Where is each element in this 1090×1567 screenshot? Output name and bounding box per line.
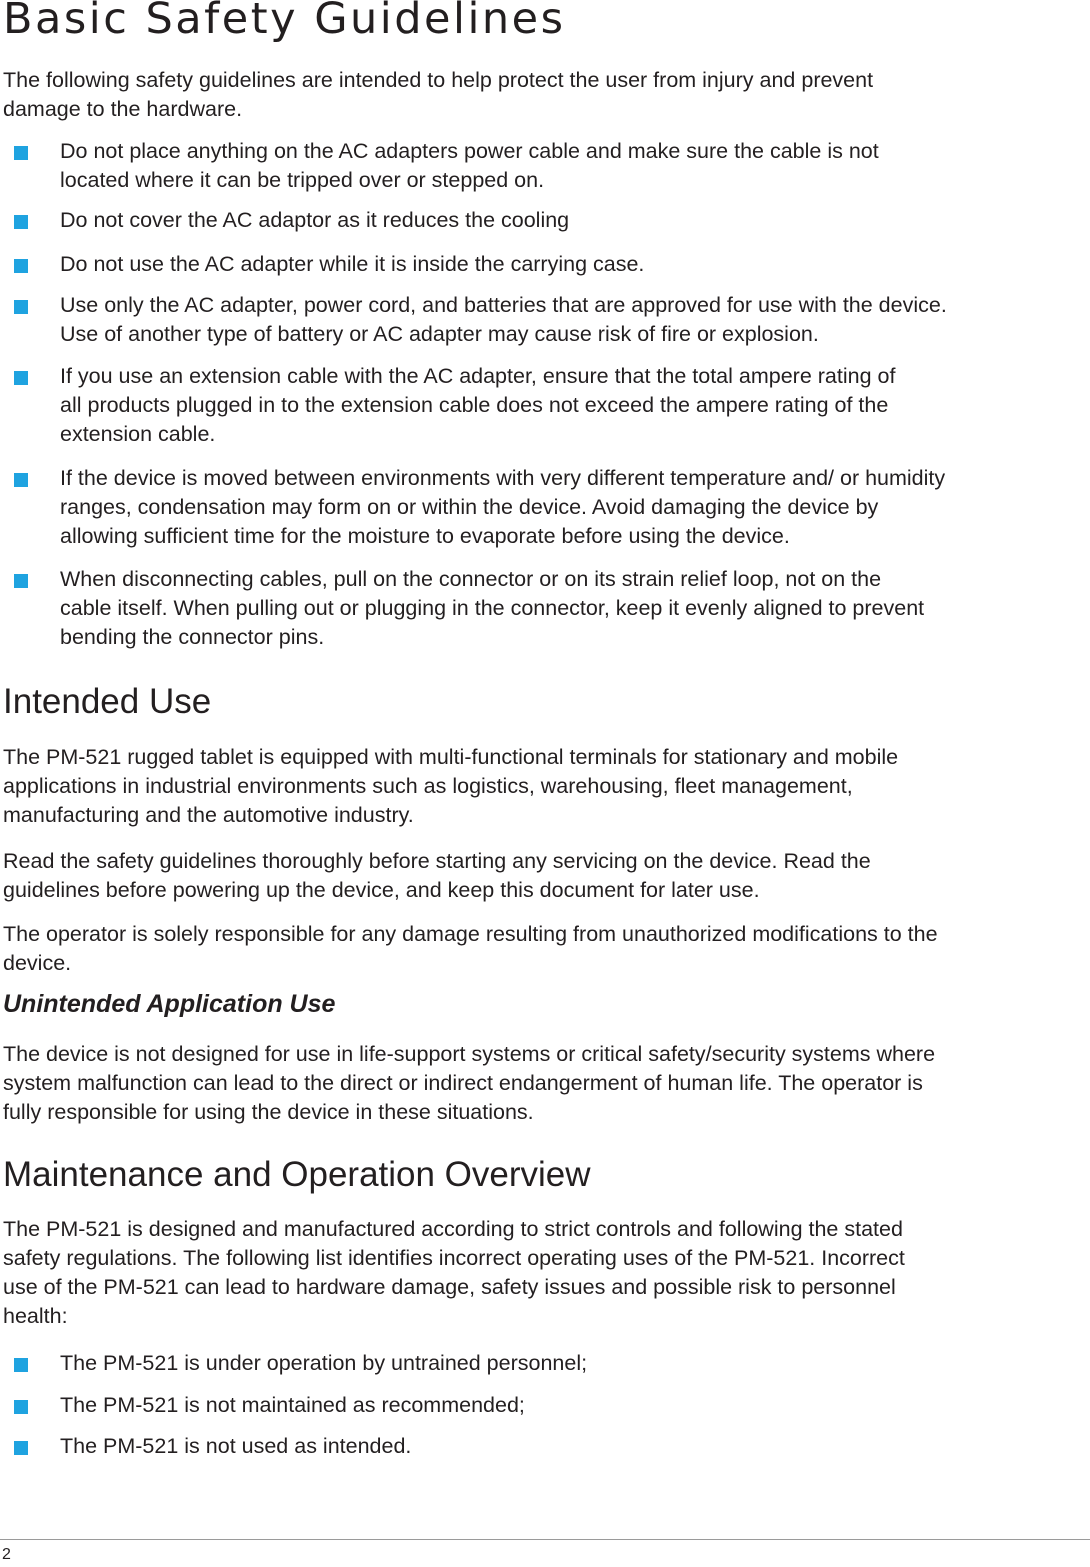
bullet-square-icon xyxy=(14,259,28,273)
bullet-square-icon xyxy=(14,574,28,588)
maintenance-heading: Maintenance and Operation Overview xyxy=(3,1155,591,1194)
intro-paragraph: The following safety guidelines are intended to help protect the user from injury and prevent damage to the hardware. xyxy=(3,68,874,121)
bullet-square-icon xyxy=(14,473,28,487)
intended-use-paragraph-2: Read the safety guidelines thoroughly before starting any servicing on the device. Read the guidelines before powering up the device, and keep this document for later use. xyxy=(3,849,871,902)
intended-use-heading: Intended Use xyxy=(3,682,212,721)
intended-use-paragraph-3: The operator is solely responsible for any damage resulting from unauthorized modifications to the device. xyxy=(3,922,938,975)
page-title: Basic Safety Guidelines xyxy=(3,0,566,44)
bullet-square-icon xyxy=(14,1441,28,1455)
footer-divider xyxy=(0,1539,1090,1540)
maintenance-paragraph: The PM-521 is designed and manufactured according to strict controls and following the stated safety regulations. The following list identifies incorrect operating uses of the PM-521. Incorrect use of the PM-521 can lead to hardware damage, safety issues and possible risk to personnel health: xyxy=(3,1217,905,1328)
unintended-use-paragraph: The device is not designed for use in life-support systems or critical safety/security systems where system malfunction can lead to the direct or indirect endangerment of human life. The operator is fully responsible for using the device in these situations. xyxy=(3,1042,936,1124)
bullet-square-icon xyxy=(14,1400,28,1414)
unintended-use-heading: Unintended Application Use xyxy=(3,990,336,1018)
intended-use-paragraph-1: The PM-521 rugged tablet is equipped with multi-functional terminals for stationary and mobile applications in industrial environments such as logistics, warehousing, fleet management, manufacturing and the automotive industry. xyxy=(3,745,899,827)
page-number: 2 xyxy=(2,1546,11,1563)
bullet-square-icon xyxy=(14,215,28,229)
bullet-square-icon xyxy=(14,146,28,160)
bullet-square-icon xyxy=(14,1358,28,1372)
bullet-square-icon xyxy=(14,371,28,385)
bullet-square-icon xyxy=(14,300,28,314)
